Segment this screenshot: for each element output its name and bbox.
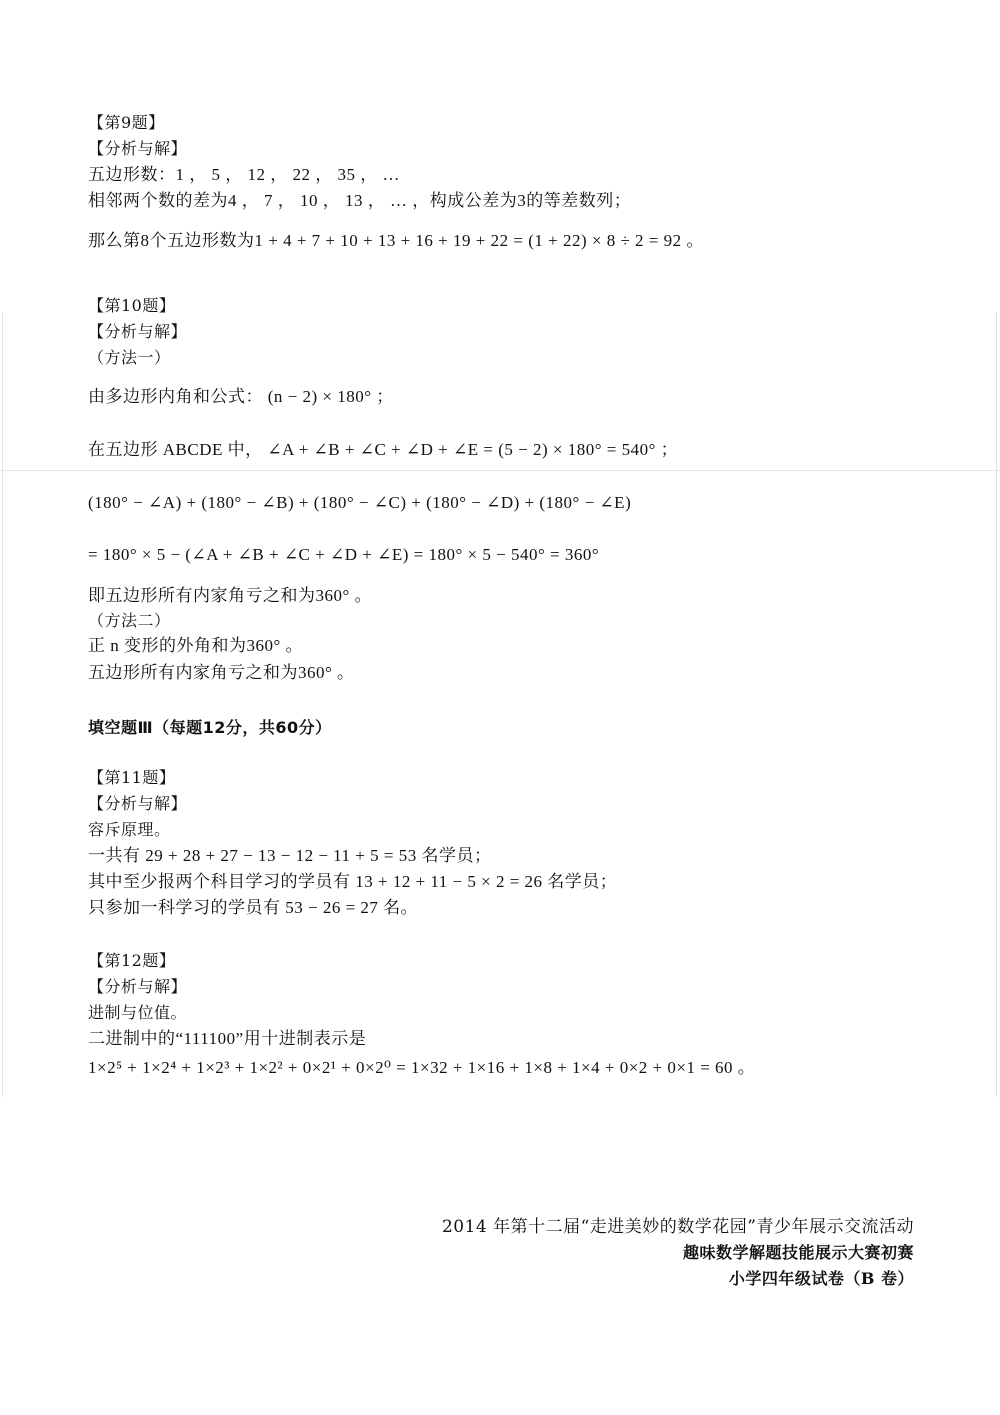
- q11-line-2: 一共有 29 + 28 + 27 − 13 − 12 − 11 + 5 = 53 名学员；: [88, 846, 492, 865]
- scan-edge-left: [2, 312, 3, 1097]
- q11-line-1: 容斥原理。: [88, 820, 171, 839]
- q10-line-7: 五边形所有内家角亏之和为360° 。: [88, 663, 355, 682]
- q9-line-3: 那么第8个五边形数为1 + 4 + 7 + 10 + 13 + 16 + 19 + 22 = (1 + 22) × 8 ÷ 2 = 92 。: [88, 231, 704, 250]
- q10-method-2: （方法二）: [88, 611, 171, 630]
- footer-line-2: 趣味数学解题技能展示大赛初赛: [682, 1243, 914, 1262]
- q12-line-3: 1×2⁵ + 1×2⁴ + 1×2³ + 1×2² + 0×2¹ + 0×2⁰ = 1×32 + 1×16 + 1×8 + 1×4 + 0×2 + 0×1 = 60 。: [88, 1058, 756, 1077]
- q11-line-4: 只参加一科学习的学员有 53 − 26 = 27 名。: [88, 898, 419, 917]
- scan-edge-right: [996, 312, 997, 1097]
- q10-method-1: （方法一）: [88, 348, 171, 367]
- q10-line-6: 正 n 变形的外角和为360° 。: [88, 636, 304, 655]
- q12-line-1: 进制与位值。: [88, 1003, 188, 1022]
- q12-analysis-label: 【分析与解】: [88, 977, 188, 996]
- q9-line-2: 相邻两个数的差为4 ， 7 ， 10 ， 13 ， … ，构成公差为3的等差数列；: [88, 191, 632, 210]
- q11-heading: 【第11题】: [88, 768, 176, 787]
- q11-line-3: 其中至少报两个科目学习的学员有 13 + 12 + 11 − 5 × 2 = 26 名学员；: [88, 872, 618, 891]
- q9-analysis-label: 【分析与解】: [88, 139, 188, 158]
- scan-fold-line: [0, 470, 1000, 471]
- q10-line-4: = 180° × 5 − (∠A + ∠B + ∠C + ∠D + ∠E) = 180° × 5 − 540° = 360°: [88, 545, 600, 564]
- q9-line-1: 五边形数：1 ， 5 ， 12 ， 22 ， 35 ， …: [88, 165, 400, 184]
- q12-line-2: 二进制中的“111100”用十进制表示是: [88, 1029, 367, 1048]
- q10-analysis-label: 【分析与解】: [88, 322, 188, 341]
- q9-heading: 【第9题】: [88, 113, 165, 132]
- q10-heading: 【第10题】: [88, 296, 176, 315]
- q10-line-3: (180° − ∠A) + (180° − ∠B) + (180° − ∠C) + (180° − ∠D) + (180° − ∠E): [88, 493, 632, 512]
- footer-line-1: 2014 年第十二届“走进美妙的数学花园”青少年展示交流活动: [441, 1217, 914, 1237]
- footer-line-3: 小学四年级试卷（B 卷）: [728, 1269, 914, 1288]
- q10-line-5: 即五边形所有内家角亏之和为360° 。: [88, 586, 373, 605]
- q10-line-1: 由多边形内角和公式： (n − 2) × 180° ；: [88, 387, 394, 406]
- q11-analysis-label: 【分析与解】: [88, 794, 188, 813]
- section-title: 填空题Ⅲ（每题12分，共60分）: [88, 718, 332, 737]
- q12-heading: 【第12题】: [88, 951, 176, 970]
- q10-line-2: 在五边形 ABCDE 中， ∠A + ∠B + ∠C + ∠D + ∠E = (5 − 2) × 180° = 540° ；: [88, 440, 679, 459]
